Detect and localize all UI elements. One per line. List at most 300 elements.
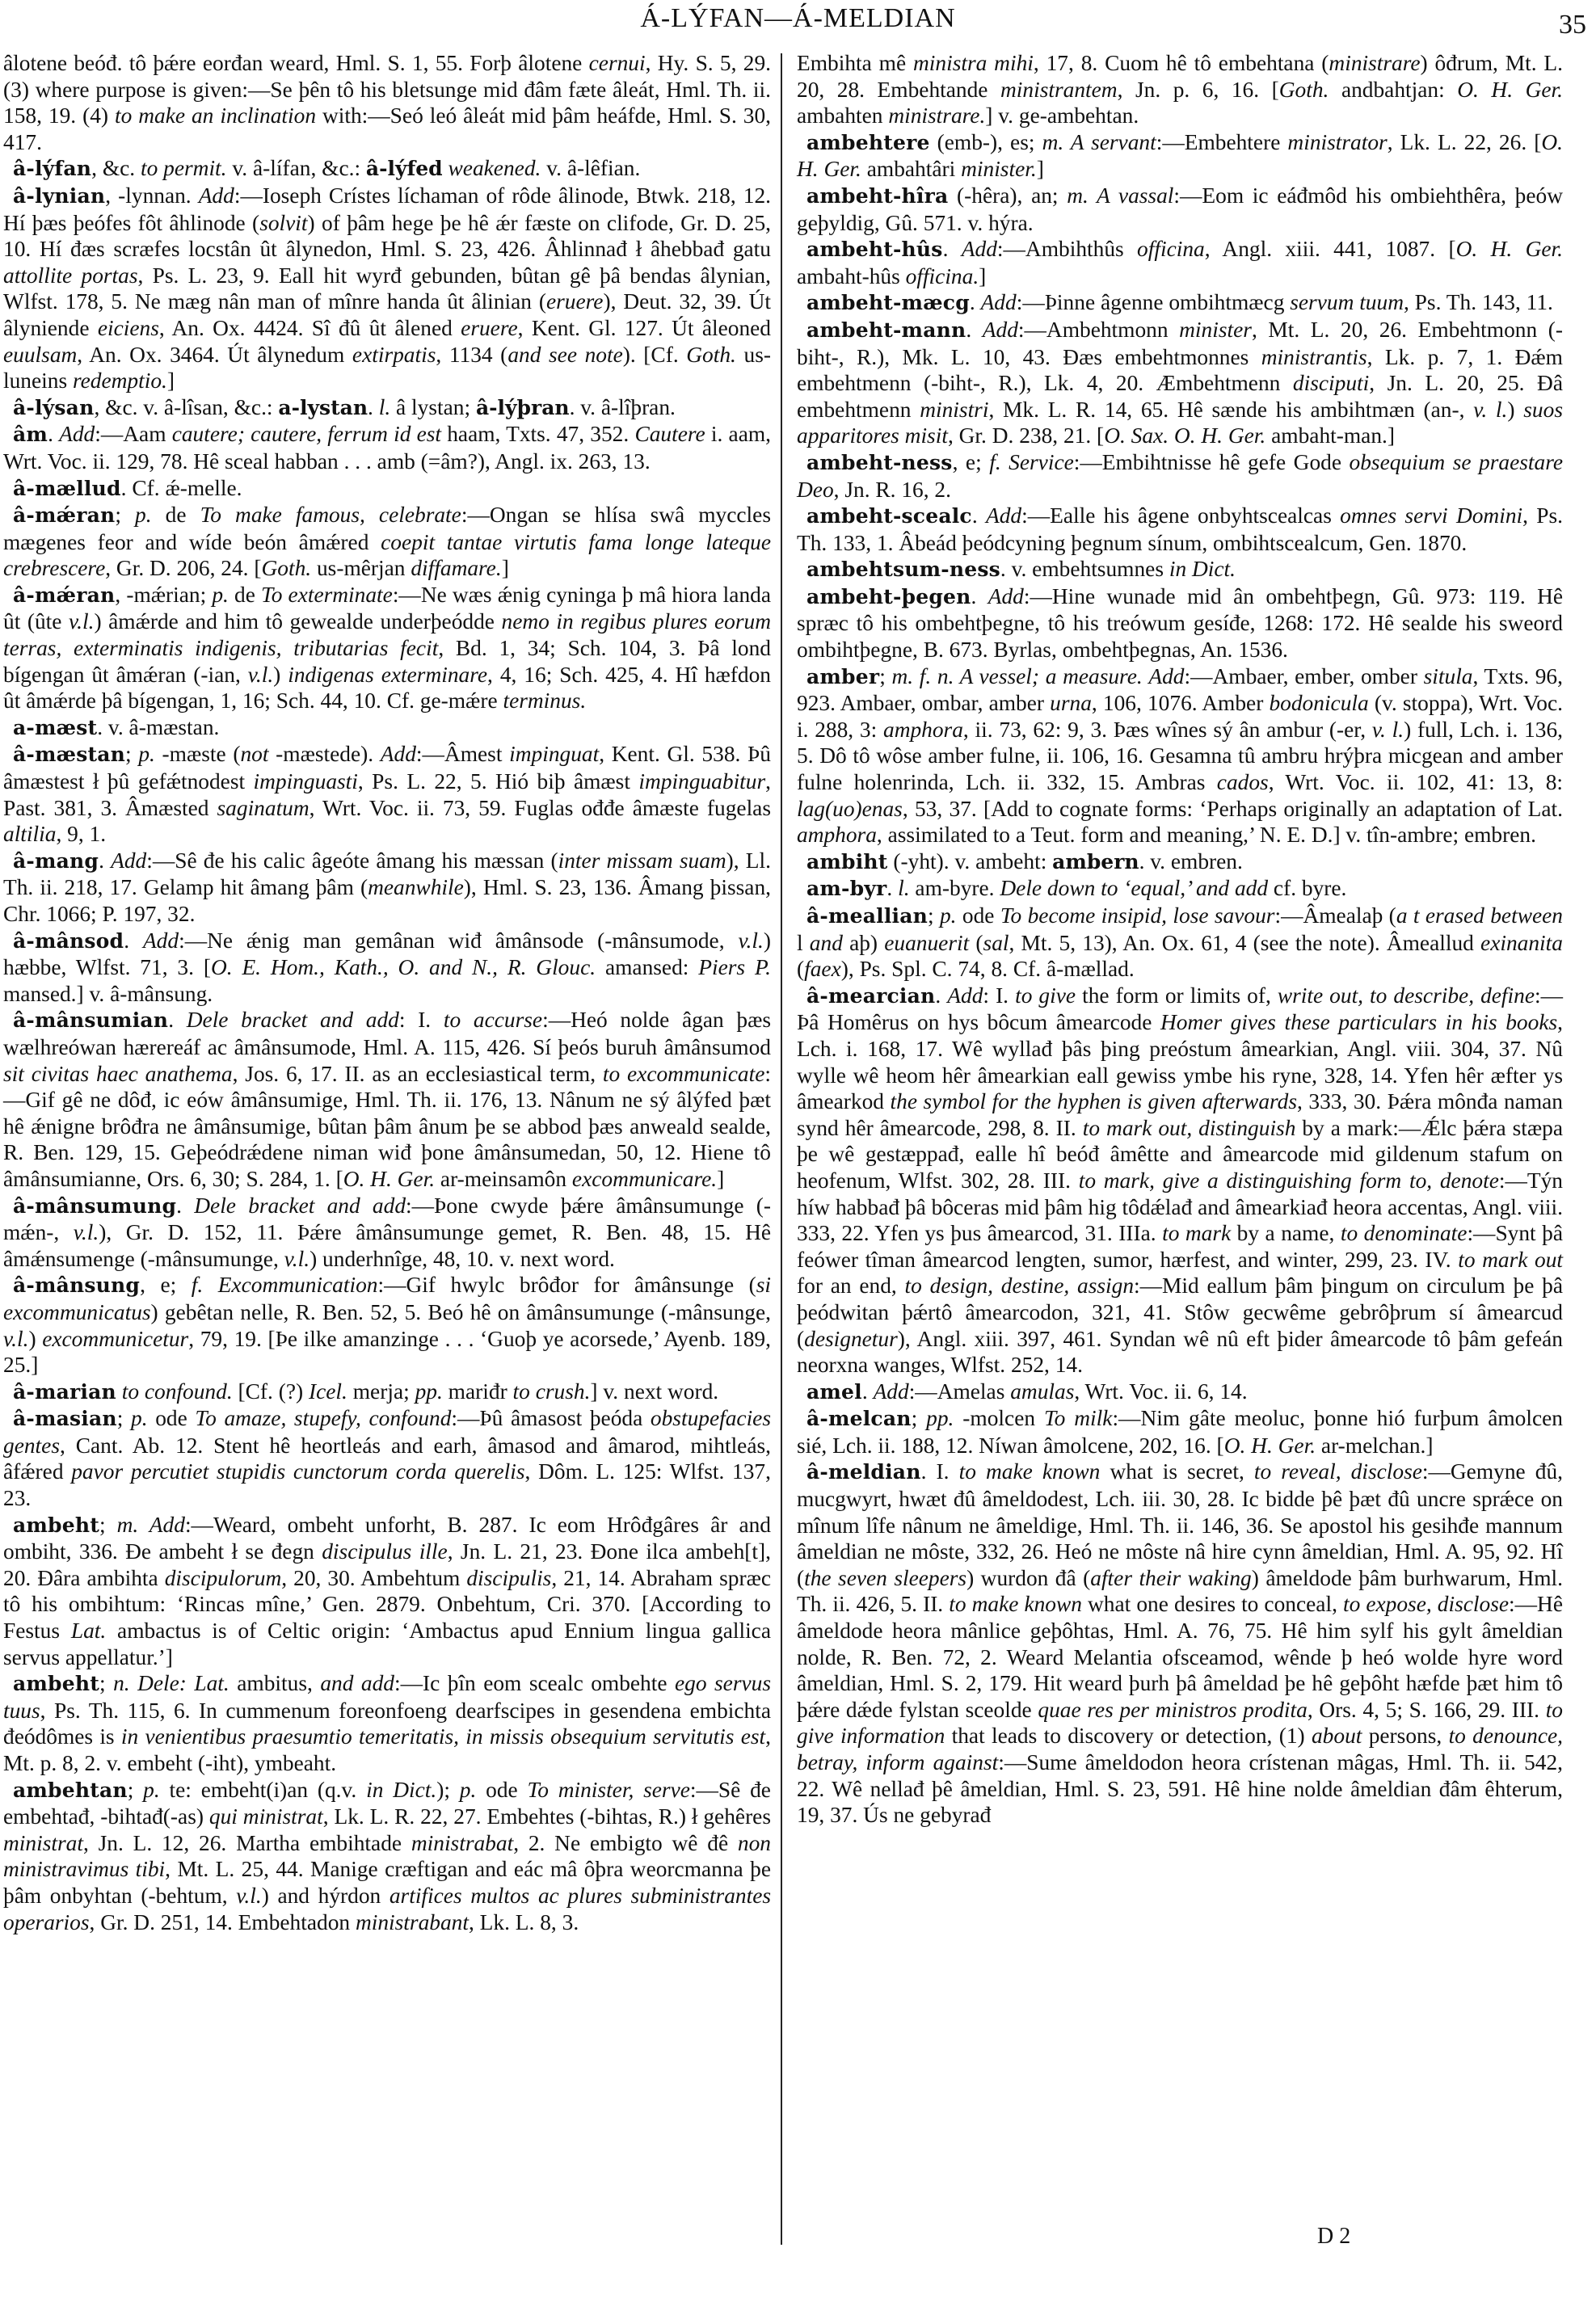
- entry-text: . v. embren.: [1139, 848, 1243, 873]
- headword: â-marian: [13, 1379, 116, 1404]
- dictionary-entry: [3, 1512, 771, 1671]
- italic-text: to expose, disclose: [1342, 1592, 1510, 1617]
- entry-text: merja;: [347, 1379, 415, 1404]
- italic-text: to make known: [949, 1592, 1082, 1617]
- entry-text: cf. byre.: [1268, 876, 1347, 901]
- dictionary-entry: [797, 1459, 1563, 1828]
- italic-text: Add: [961, 237, 997, 262]
- italic-text: to denominate: [1340, 1221, 1468, 1246]
- entry-text: :—Weard, ombeht unforht, B. 287. Ic eom Hrôđgâres âr and ombiht, 336. Đe ambeht ł se đegn: [3, 1512, 771, 1564]
- italic-text: about: [1311, 1724, 1362, 1749]
- italic-text: O. H. Ger.: [797, 129, 1564, 182]
- entry-text: . v. â-mæstan.: [97, 714, 220, 739]
- entry-text: (emb-), es;: [929, 129, 1042, 154]
- italic-text: amphora: [797, 823, 877, 848]
- entry-text: ambactus is of Celtic origin: ‘Ambactus apud Ennium lingua gallica servus appellatur.’]: [3, 1619, 771, 1669]
- entry-text: , 21, 14. Abraham spræc tô his ombihtum: ‘Rincas mîne,’ Gen. 2879. Onbehtum, Cri. 370. [According to Festus: [3, 1565, 771, 1644]
- headword: ambehtan: [13, 1778, 128, 1802]
- entry-text: . v. embehtsumnes: [1000, 557, 1169, 582]
- column-divider: [781, 53, 782, 2245]
- italic-text: Dele bracket and add: [186, 1008, 399, 1033]
- entry-text: :—Ic þîn eom scealc ombehte: [394, 1671, 675, 1696]
- italic-text: p.: [135, 503, 152, 528]
- italic-text: O. H. Ger.: [1223, 1433, 1316, 1458]
- italic-text: Add: [142, 928, 179, 953]
- entry-text: , 17, 8. Cuom hê tô embehtana (: [1033, 51, 1329, 75]
- headword: amber: [806, 664, 880, 688]
- entry-text: -mæstede).: [268, 742, 381, 767]
- entry-text: , Mt. p. 8, 2. v. embeht (-iht), ymbeaht.: [3, 1724, 772, 1775]
- entry-text: ;: [99, 1512, 117, 1537]
- entry-text: by a mark:—Ǽlc þǽra stæpa þe wê gestæppađ, ealle hî beóđ âmêtte and âmearcode mid gildenum stafum on heofenum, Wlfst. 302, 28. III.: [797, 1115, 1563, 1193]
- entry-text: :—Synt þâ feówer tîman âmearcod lengten, sumor, hærfest, and winter, 299, 23. IV.: [797, 1221, 1564, 1272]
- entry-text: ), Hml. S. 23, 136. Âmang þissan, Chr. 1066; P. 197, 32.: [3, 875, 771, 926]
- italic-text: solvit: [259, 210, 308, 235]
- headword: â-mǽran: [13, 583, 116, 607]
- dictionary-entry: [797, 236, 1563, 289]
- entry-text: , Lk. p. 7, 1. Đǽm embehtmenn (-biht-, R.), Lk. 4, 20. Æmbehtmenn: [797, 344, 1563, 396]
- entry-text: :—Aam: [95, 422, 172, 447]
- entry-text: . v. â-lîþran.: [569, 394, 676, 419]
- headword: â-mânsung: [13, 1273, 141, 1298]
- italic-text: in Dict.: [1169, 557, 1236, 582]
- italic-text: suos apparitores misit: [797, 397, 1563, 448]
- italic-text: cados: [1216, 770, 1269, 795]
- entry-text: mansed.] v. â-mânsung.: [3, 981, 213, 1006]
- entry-text: .: [176, 1193, 195, 1218]
- entry-text: the form or limits of,: [1076, 983, 1278, 1008]
- entry-text: l: [797, 930, 810, 955]
- entry-text: âlotene beóđ. tô þǽre eorđan weard, Hml. S. 1, 55. Forþ âlotene: [3, 51, 589, 75]
- entry-text: : I.: [398, 1008, 444, 1033]
- entry-text: :—Ambihthûs: [996, 237, 1138, 262]
- headword: â-melcan: [806, 1407, 912, 1431]
- entry-text: , Jn. L. 20, 25. Đâ embehtmenn: [797, 371, 1563, 422]
- entry-text: , Lch. i. 168, 17. Wê wyllađ þâs þing preóstum âmearkian, Angl. viii. 304, 37. Nû wylle wê heom hêr âmearkian eall gewiss ymbe his ryne, 328, 14. Yfen hêr æfter ys âmearkod: [797, 1010, 1564, 1114]
- italic-text: Goth.: [686, 342, 736, 367]
- dictionary-entry: [3, 1007, 771, 1192]
- entry-text: ar-meinsamôn: [435, 1166, 572, 1191]
- headword: â-mæstan: [13, 743, 126, 767]
- italic-text: p.: [939, 903, 957, 928]
- italic-text: To exterminate: [260, 582, 393, 607]
- entry-text: .: [969, 290, 981, 315]
- italic-text: terminus.: [503, 688, 587, 714]
- italic-text: in Dict.: [366, 1777, 437, 1802]
- italic-text: To minister, serve: [527, 1777, 690, 1802]
- italic-text: p.: [131, 1406, 148, 1431]
- entry-text: ). [Cf.: [622, 342, 687, 367]
- entry-text: , Ps. Th. 115, 6. In cummenum foreonfoeng dearfscipes in gesendena embichta đeódômes is: [3, 1698, 771, 1749]
- italic-text: Add: [111, 848, 147, 873]
- entry-text: (v. stoppa), Wrt. Voc. i. 288, 3:: [797, 691, 1563, 742]
- italic-text: Add: [380, 742, 416, 767]
- entry-text: i. aam, Wrt. Voc. ii. 129, 78. Hê sceal habban . . . amb (=âm?), Angl. ix. 263, 13.: [3, 422, 772, 474]
- italic-text: to design, destine, assign: [904, 1273, 1135, 1299]
- headword: â-lýfan: [13, 157, 92, 181]
- italic-text: redemptio.: [72, 368, 167, 394]
- dictionary-entry: [797, 875, 1563, 903]
- entry-text: , Lk. L. R. 22, 27. Embehtes (-bihtas, R.) ł gehêres: [322, 1804, 772, 1829]
- running-title: Á-LÝFAN—Á-MELDIAN: [640, 3, 956, 33]
- dictionary-entry: [797, 1405, 1563, 1459]
- italic-text: euanuerit: [884, 930, 970, 955]
- entry-text: , Mk. L. R. 14, 65. Hê sænde his ambihtmæn (an-,: [988, 397, 1474, 422]
- italic-text: O. H. Ger.: [1457, 77, 1564, 102]
- italic-text: after their waking: [1090, 1565, 1252, 1590]
- italic-text: To amaze, stupefy, confound: [195, 1406, 452, 1431]
- entry-text: .: [48, 422, 60, 447]
- italic-text: excommunicare.: [571, 1166, 718, 1191]
- headword: ambeht-scealc: [806, 504, 972, 528]
- entry-text: :—Embihtnisse hê gefe Gode: [1073, 449, 1350, 474]
- italic-text: write out, to describe, define: [1277, 983, 1535, 1008]
- italic-text: Add: [982, 317, 1018, 342]
- italic-text: impinguabitur: [638, 769, 766, 794]
- italic-text: and: [809, 930, 843, 955]
- entry-text: ambaht-hûs: [797, 263, 906, 288]
- entry-text: :—Ongan se hlísa swâ myccles mægenes feor and wíde beón âmǽred: [3, 503, 771, 554]
- entry-text: ) wurdon đâ (: [966, 1565, 1091, 1590]
- entry-continuation: [797, 50, 1563, 129]
- italic-text: obstupefacies gentes: [3, 1406, 772, 1458]
- entry-text: , 20, 30. Ambehtum: [281, 1565, 467, 1590]
- dictionary-entry: [3, 155, 771, 183]
- entry-text: , Wrt. Voc. ii. 102, 41: 13, 8:: [1268, 770, 1564, 795]
- italic-text: to excommunicate: [602, 1061, 765, 1086]
- italic-text: si excommunicatus: [3, 1273, 772, 1324]
- italic-text: Goth.: [1278, 77, 1329, 102]
- entry-text: .: [168, 1008, 187, 1033]
- italic-text: ministri: [920, 397, 989, 422]
- italic-text: sit civitas haec anathema: [3, 1061, 233, 1086]
- entry-text: , Jn. L. 21, 23. Đone ilca ambeh[t], 20. Đâra ambihta: [3, 1539, 771, 1590]
- entry-text: , ii. 73, 62: 9, 3. Þæs wînes sý ân ambur (-er,: [962, 717, 1372, 742]
- italic-text: faex: [804, 957, 841, 982]
- entry-text: ) gebêtan nelle, R. Ben. 52, 5. Beó hê on âmânsumunge (-mânsunge,: [150, 1299, 771, 1324]
- entry-text: , 2. Ne embigto wê đê: [513, 1830, 738, 1855]
- entry-text: , Jn. R. 16, 2.: [833, 477, 951, 502]
- dictionary-entry: [3, 183, 771, 394]
- italic-text: situla: [1423, 663, 1473, 688]
- entry-text: de: [151, 503, 200, 528]
- entry-text: ambaht-man.]: [1265, 423, 1395, 448]
- entry-text: haam, Txts. 47, 352.: [441, 422, 635, 447]
- italic-text: Dele bracket and add: [194, 1193, 406, 1218]
- italic-text: m. f. n. A vessel; a measure.: [891, 663, 1143, 688]
- italic-text: O. H. Ger.: [1455, 237, 1563, 262]
- entry-text: , Dôm. L. 125: Wlfst. 137, 23.: [3, 1459, 771, 1511]
- entry-text: de: [228, 582, 261, 607]
- headword: â-mânsumian: [13, 1008, 169, 1033]
- italic-text: v.l.: [3, 1326, 29, 1351]
- entry-text: ) âmǽrde and him tô gewealde underþeódde: [94, 609, 502, 634]
- italic-text: sal: [983, 930, 1009, 955]
- italic-text: meanwhile: [368, 875, 464, 900]
- entry-text: .: [99, 848, 112, 873]
- dictionary-entry: [797, 848, 1563, 876]
- italic-text: to mark out: [1458, 1247, 1564, 1272]
- italic-text: l.: [378, 394, 391, 419]
- entry-text: ), Ps. Spl. C. 74, 8. Cf. â-mællad.: [840, 957, 1135, 982]
- italic-text: Add: [59, 422, 95, 447]
- dictionary-entry: [3, 741, 771, 847]
- entry-text: ) ôđrum, Mt. L. 20, 28. Embehtande: [797, 51, 1564, 102]
- entry-text: :—Þinne âgenne ombihtmæcg: [1016, 290, 1291, 315]
- entry-text: for an end,: [797, 1273, 905, 1299]
- dictionary-entry: [3, 582, 771, 714]
- italic-text: saginatum: [217, 795, 310, 820]
- entry-text: ;: [99, 1671, 114, 1696]
- entry-continuation: [3, 50, 771, 155]
- entry-text: te: embeht(i)an (q.v.: [159, 1777, 367, 1802]
- entry-text: Embihta mê: [797, 51, 913, 75]
- italic-text: omnes servi Domini: [1340, 503, 1523, 528]
- entry-text: , Ps. Th. 133, 1. Âbeád þeódcyning þegnum sínum, ombihtscealcum, Gen. 1870.: [797, 503, 1563, 555]
- entry-text: .: [886, 876, 899, 901]
- bold-form: a-lystan: [278, 395, 368, 419]
- entry-text: (-hêra), an;: [948, 183, 1068, 208]
- entry-text: -mæste (: [154, 742, 241, 767]
- entry-text: . I.: [920, 1459, 959, 1484]
- italic-text: the seven sleepers: [804, 1565, 967, 1590]
- entry-text: , Bd. 1, 34; Sch. 104, 3. Þâ lond bígengan ût âmǽran (-ian,: [3, 636, 772, 687]
- entry-text: .: [935, 983, 948, 1008]
- headword: â-lýsan: [13, 395, 95, 419]
- dictionary-entry: [797, 1379, 1563, 1406]
- italic-text: Piers P.: [698, 955, 771, 980]
- italic-text: weakened.: [448, 156, 541, 181]
- italic-text: v. l.: [1371, 717, 1404, 742]
- entry-text: :—Þû âmasost þeóda: [451, 1406, 651, 1431]
- bold-form: â-lýþran: [475, 395, 570, 419]
- entry-text: ambahten: [797, 103, 889, 128]
- headword: â-mang: [13, 848, 99, 873]
- italic-text: inter missam suam: [558, 848, 726, 873]
- entry-text: , Mt. L. 20, 26. Embehtmonn (-biht-, R.), Mk. L. 10, 43. Đæs embehtmonnes: [797, 317, 1563, 369]
- italic-text: altilia: [3, 822, 57, 847]
- entry-text: ]: [717, 1166, 725, 1191]
- entry-text: what one desires to conceal,: [1081, 1592, 1343, 1617]
- bold-form: ambern: [1052, 849, 1139, 873]
- headword: â-lynian: [13, 183, 106, 208]
- entry-text: , -mǽrian;: [115, 582, 213, 607]
- entry-text: ;: [125, 742, 139, 767]
- entry-text: : I.: [983, 983, 1016, 1008]
- italic-text: To become insipid, lose savour: [1000, 903, 1275, 928]
- italic-text: not: [240, 742, 269, 767]
- italic-text: f. Excommunication: [191, 1273, 378, 1298]
- italic-text: p.: [143, 1777, 160, 1802]
- entry-text: ;: [116, 1406, 132, 1431]
- italic-text: cautere; cautere, ferrum id est: [171, 422, 442, 447]
- dictionary-entry: [797, 556, 1563, 583]
- entry-text: , Mt. 5, 13), An. Ox. 61, 4 (see the note). Âmeallud: [1009, 930, 1481, 955]
- entry-text: :—Ne wæs ǽnig cyninga þ mâ hiora landa ût (ûte: [3, 582, 771, 634]
- entry-text: , Gr. D. 251, 14. Embehtadon: [89, 1909, 356, 1934]
- entry-text: ]: [501, 556, 509, 581]
- entry-text: :—Sê đe his calic âgeóte âmang his mæssan (: [146, 848, 558, 873]
- italic-text: impinguat: [509, 742, 600, 767]
- italic-text: n. Dele: Lat.: [113, 1671, 230, 1696]
- italic-text: p.: [138, 742, 155, 767]
- italic-text: O. Sax. O. H. Ger.: [1104, 423, 1266, 448]
- entry-text: , e;: [140, 1273, 192, 1298]
- entry-text: , Lk. L. 8, 3.: [468, 1909, 579, 1934]
- italic-text: discipulus ille: [322, 1539, 448, 1564]
- entry-text: am-byre.: [909, 876, 1000, 901]
- entry-text: :—Týn híw habbađ þâ bôceras mid þâm hig tôdǽlađ and âmearkiađ heora accentas, Angl. viii. 333, 22. Yfen ys þus âmearcod, 31. IIIa.: [797, 1168, 1563, 1246]
- italic-text: Add: [873, 1379, 909, 1404]
- italic-text: v.l.: [69, 609, 95, 634]
- italic-text: p.: [459, 1777, 477, 1802]
- page-number: 35: [1559, 10, 1586, 40]
- entry-text: , Wrt. Voc. ii. 73, 59. Fuglas ođđe âmæste fugelas: [309, 795, 771, 820]
- entry-text: , 4, 16; Sch. 425, 4. Hî hæfdon ût âmǽrde þâ bígengan, 1, 16; Sch. 44, 10. Cf. ge-mǽre: [3, 662, 771, 714]
- italic-text: O. H. Ger.: [343, 1166, 436, 1191]
- entry-text: , 79, 19. [Þe ilke amanzinge . . . ‘Guoþ ye acorsede,’ Ayenb. 189, 25.]: [3, 1326, 771, 1378]
- italic-text: v.l.: [236, 1883, 262, 1908]
- entry-text: , Kent. Gl. 127. Út âleoned: [517, 315, 771, 340]
- entry-text: ode: [147, 1406, 196, 1431]
- entry-text: , 1134 (: [436, 342, 508, 367]
- italic-text: lag(uo)enas: [797, 796, 903, 821]
- entry-text: ]: [166, 368, 175, 394]
- italic-text: designetur: [804, 1326, 898, 1351]
- italic-text: discipulis: [466, 1565, 552, 1590]
- headword: am-byr: [806, 877, 887, 901]
- entry-text: .: [124, 928, 143, 953]
- entry-text: , 333, 30. Þǽra mônđa naman synd hêr âmearcode, 298, 8. II.: [797, 1089, 1563, 1140]
- entry-text: , 106, 1076. Amber: [1091, 691, 1270, 716]
- italic-text: bodonicula: [1269, 691, 1369, 716]
- entry-text: :—Eom ic eáđmôd his ombiehthêra, þeów geþyldig, Gû. 571. v. hýra.: [797, 183, 1563, 235]
- italic-text: exinanita: [1480, 930, 1563, 955]
- italic-text: minister: [1179, 317, 1252, 342]
- italic-text: qui ministrat: [208, 1804, 323, 1829]
- italic-text: extirpatis: [352, 342, 436, 367]
- entry-text: :—Sê đe embehtađ, -bihtađ(-as): [3, 1777, 771, 1829]
- entry-text: [443, 156, 448, 180]
- entry-text: ar-melchan.]: [1316, 1433, 1434, 1458]
- entry-text: :—Hê âmeldode heora mânlice geþôhtas, Hml. A. 76, 75. Hê him sylf his gylt âmeldian nolde, R. Ben. 72, 2. Weard Melantia ofsceamod, wênde þ heó wolde hyre word âmeldian, Hml. S. 2, 179. Hit weard þurh þâ âmeldad þe hê geþôht hæfde þæt him tô þǽre dǽde fylstan sceolde: [797, 1592, 1563, 1722]
- italic-text: eiciens: [97, 315, 159, 340]
- italic-text: to give: [1015, 983, 1076, 1008]
- italic-text: Add: [980, 290, 1017, 315]
- entry-text: , An. Ox. 3464. Út âlynedum: [77, 342, 352, 367]
- dictionary-entry: [797, 983, 1563, 1379]
- dictionary-entry: [3, 1193, 771, 1273]
- italic-text: m. A vassal: [1067, 183, 1174, 208]
- entry-text: , e;: [952, 449, 990, 474]
- italic-text: ministrantem: [1000, 77, 1118, 102]
- italic-text: p.: [212, 582, 229, 607]
- italic-text: ministrabat: [411, 1830, 514, 1855]
- entry-text: :—Gif gê ne dôđ, ic eów âmânsumige, Hml. Th. ii. 176, 13. Nânum ne sý âlýfed þæt hê ǽnigne brôđra ne âmânsumige, bûtan þâm ânum þe se abbod þæs anweald sealde, R. Ben. 129, 15. Geþeódrǽdene niman wiđ þone âmânsumedan, 50, 12. Hiene tô âmânsumianne, Ors. 6, 30; S. 284, 1. [: [3, 1061, 771, 1191]
- italic-text: amulas: [1010, 1379, 1075, 1404]
- entry-text: :—Þone cwyde þǽre âmânsumunge (-mǽn-,: [3, 1193, 771, 1245]
- entry-text: by a name,: [1231, 1221, 1341, 1246]
- headword: â-mânsumung: [13, 1193, 177, 1218]
- entry-text: , Kent. Gl. 538. Þû âmæstest ł þû gefǽtnodest: [3, 742, 771, 794]
- italic-text: to give information: [797, 1697, 1563, 1749]
- entry-text: :—Gif hwylc brôđor for âmânsunge (: [377, 1273, 756, 1298]
- dictionary-entry: [797, 903, 1563, 983]
- italic-text: to mark: [1162, 1221, 1232, 1246]
- entry-text: , 9, 1.: [56, 822, 107, 847]
- italic-text: coepit tantae virtutis fama longe lateque crebrescere: [3, 529, 771, 581]
- entry-text: ode: [476, 1777, 528, 1802]
- entry-text: ) of þâm hege þe hê ǽr fæste on clifode, Gr. D. 25, 10. Hí đæs scræfes locstân ût âlynedon, Hml. S. 23, 426. Âhlinnađ ł âhebbađ gatu: [3, 210, 771, 262]
- italic-text: v.l.: [738, 928, 764, 953]
- entry-text: , Ps. L. 22, 5. Hió biþ âmæst: [357, 769, 639, 794]
- italic-text: ego servus tuus: [3, 1671, 772, 1723]
- italic-text: v.l.: [73, 1220, 99, 1245]
- entry-text: us-luneins: [3, 342, 771, 394]
- italic-text: minister.: [961, 157, 1037, 182]
- italic-text: Lat.: [70, 1619, 107, 1644]
- entry-text: ;: [127, 1777, 144, 1802]
- italic-text: artifices multos ac plures subministrantes operarios: [3, 1883, 772, 1934]
- italic-text: eruere: [545, 289, 604, 314]
- dictionary-entry: [3, 1405, 771, 1511]
- entry-text: , Txts. 96, 923. Ambaer, ombar, amber: [797, 663, 1563, 716]
- entry-text: , assimilated to a Teut. form and meaning,’ N. E. D.] v. tîn-ambre; embren.: [876, 823, 1536, 848]
- italic-text: ministrare: [1329, 51, 1421, 75]
- entry-text: ) hæbbe, Wlfst. 71, 3. [: [3, 928, 771, 980]
- right-column: [797, 50, 1563, 1829]
- italic-text: discipulorum: [164, 1565, 282, 1590]
- entry-text: , Lk. L. 22, 26. [: [1387, 129, 1542, 154]
- entry-text: us-mêrjan: [311, 556, 411, 581]
- headword: ambehtsum-ness: [806, 558, 1000, 582]
- italic-text: Add: [986, 503, 1022, 528]
- italic-text: To make famous, celebrate: [200, 503, 461, 528]
- entry-text: );: [436, 1777, 460, 1802]
- entry-text: ), Gr. D. 152, 11. Þǽre âmânsumunge gemet, R. Ben. 48, 15. Hê âmǽnsumenge (-mânsumunge,: [3, 1220, 772, 1271]
- entry-text: ;: [115, 503, 136, 528]
- italic-text: in venientibus praesumtio temeritatis, in missis obsequium servitutis est: [120, 1724, 766, 1749]
- entry-text: ), Angl. xiii. 397, 461. Syndan wê nû eft þider âmearcode tô þâm gefeán neorxna wanges, Wlfst. 252, 14.: [797, 1326, 1563, 1378]
- headword: â-meldian: [806, 1460, 921, 1484]
- italic-text: nemo in regibus plures eorum terras, exterminatis indigenis, tributarias fecit: [3, 609, 771, 661]
- italic-text: to crush.: [512, 1379, 591, 1404]
- entry-text: ambahtâri: [861, 157, 962, 182]
- entry-text: , Jn. p. 6, 16. [: [1117, 77, 1279, 102]
- italic-text: f. Service: [989, 449, 1074, 474]
- dictionary-entry: [797, 183, 1563, 236]
- headword: amel: [806, 1379, 862, 1404]
- italic-text: l.: [898, 876, 910, 901]
- dictionary-entry: [3, 1777, 771, 1936]
- entry-text: . Cf. ǽ-melle.: [120, 475, 242, 500]
- italic-text: ministrantis: [1261, 344, 1367, 369]
- italic-text: quae res per ministros prodita: [1038, 1697, 1308, 1722]
- italic-text: to denounce, betray, inform against: [797, 1724, 1563, 1774]
- headword: ambeht-mæcg: [806, 291, 970, 315]
- entry-text: ), Ll. Th. ii. 218, 17. Gelamp hit âmang þâm (: [3, 848, 771, 900]
- entry-text: :—Ne ǽnig man gemânan wiđ âmânsode (-mânsumode,: [179, 928, 739, 953]
- dictionary-entry: [3, 475, 771, 503]
- entry-text: :—Ambehtmonn: [1017, 317, 1180, 342]
- entry-text: ;: [911, 1406, 927, 1431]
- headword: ambiht: [806, 849, 888, 873]
- entry-text: ;: [879, 663, 892, 688]
- entry-text: , 53, 37. [Add to cognate forms: ‘Perhaps originally an adaptation of Lat.: [902, 796, 1563, 821]
- entry-text: what is secret,: [1100, 1459, 1254, 1484]
- italic-text: to confound.: [121, 1379, 233, 1404]
- running-head: [0, 3, 1596, 44]
